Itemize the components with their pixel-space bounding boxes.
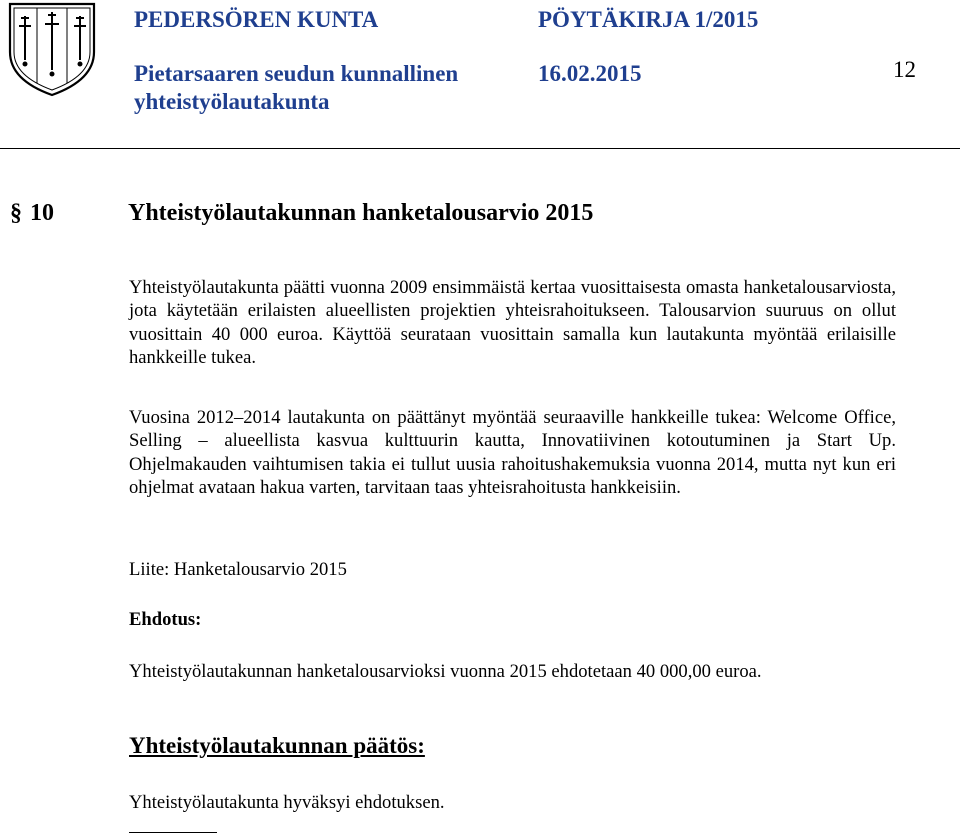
attachment-line: Liite: Hanketalousarvio 2015 — [129, 559, 347, 580]
section-heading — [10, 200, 594, 227]
proposal-text: Yhteistyölautakunnan hanketalousarvioksi vuonna 2015 ehdotetaan 40 000,00 euroa. — [129, 661, 762, 682]
decision-text: Yhteistyölautakunta hyväksyi ehdotuksen. — [129, 792, 445, 813]
page-number: 12 — [893, 57, 916, 82]
document-type: PÖYTÄKIRJA 1/2015 — [538, 7, 759, 32]
municipality-name: PEDERSÖREN KUNTA — [134, 7, 379, 32]
header-divider — [0, 148, 960, 149]
end-rule — [129, 832, 217, 833]
paragraph-intro: Yhteistyölautakunta päätti vuonna 2009 ensimmäistä kertaa vuosittaisesta omasta hanketalousarviosta, jota käytetään erilaisten alueellisten projektien yhteisrahoitukseen. Talousarvion suuruus on ollut vuosittain 40 000 euroa. Käyttöä seurataan vuosittain samalla kun lautakunta myöntää erilaisille hankkeille tukea. — [129, 277, 896, 368]
coat-of-arms-icon — [6, 0, 98, 98]
section-symbol: § — [10, 200, 22, 226]
paragraph-projects: Vuosina 2012–2014 lautakunta on päättänyt myöntää seuraaville hankkeille tukea: Welcome Office, Selling – alueellista kasvua kulttuurin kautta, Innovatiivinen kotoutuminen ja Start Up. Ohjelmakauden vaihtumisen takia ei tullut uusia rahoitushakemuksia vuonna 2014, mutta nyt kun eri ohjelmat avataan hakua varten, tarvitaan taas yhteisrahoitusta hankkeisiin. — [129, 407, 896, 498]
decision-heading: Yhteistyölautakunnan päätös: — [129, 733, 425, 758]
section-number: 10 — [30, 200, 54, 226]
meeting-date: 16.02.2015 — [538, 61, 642, 86]
board-name-line2: yhteistyölautakunta — [134, 89, 330, 114]
section-title: Yhteistyölautakunnan hanketalousarvio 2015 — [128, 200, 594, 226]
board-name-line1: Pietarsaaren seudun kunnallinen — [134, 61, 459, 86]
proposal-heading: Ehdotus: — [129, 609, 202, 630]
